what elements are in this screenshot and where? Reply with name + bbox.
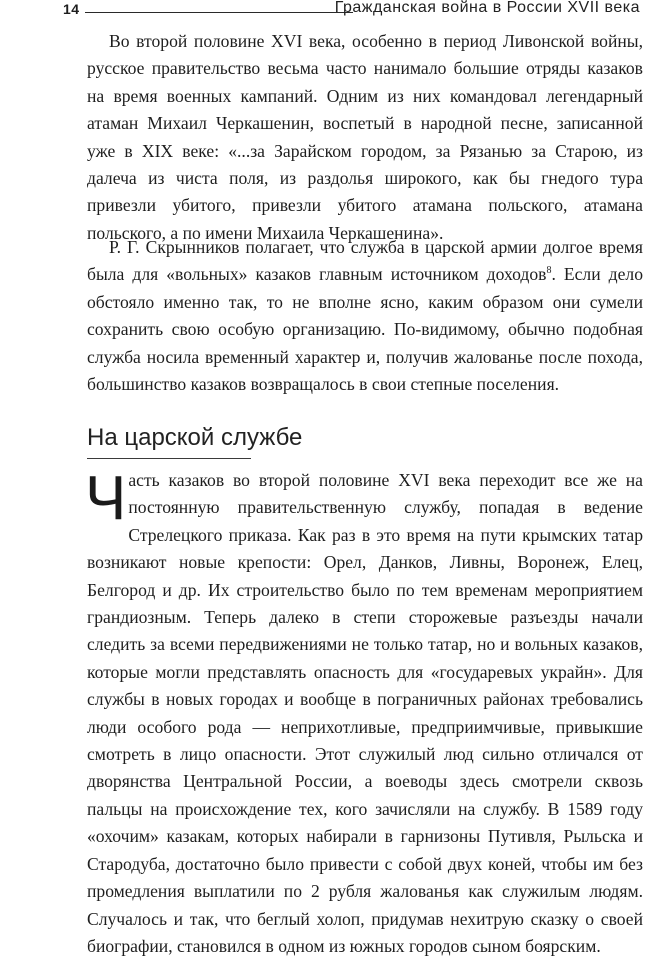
heading-underline (87, 458, 251, 459)
paragraph-tsar-service (85, 464, 643, 960)
paragraph-text: . Если дело обстояло именно так, то не вполне ясно, каким образом они сумели сохранить свою особую организацию. По-видимому, обычно подобная служба носила временный характер и, получив жалованье после похода, большинство казаков возвращалось в свои степные поселения. (87, 264, 643, 395)
running-header (63, 0, 643, 20)
paragraph-text: Р. Г. Скрынников полагает, что служба в царской армии долгое время была для «вольных» казаков главным источником доходов (87, 237, 643, 285)
running-title: Гражданская война в России XVII века (334, 0, 640, 16)
section-heading: На царской службе (87, 424, 303, 451)
header-rule (85, 12, 353, 13)
paragraph-text: Во второй половине XVI века, особенно в период Ливонской войны, русское правительство весьма часто нанимало большие отряды казаков на время военных кампаний. Одним из них командовал легендарный атаман Михаил Черкашенин, воспетый в народной песне, записанной уже в XIX веке: «...за Зарайском городом, за Рязанью за Старою, из далеча из чиста поля, из раздолья широкого, как бы гнедого тура привезли убитого, привезли убитого атамана польского, атамана польского, а по имени Михаила Черкашенина». (87, 31, 643, 243)
paragraph-livonian-war (87, 28, 643, 247)
paragraph-text: асть казаков во второй половине XVI века переходит все же на постоянную правительственную службу, попадая в ведение Стрелецкого приказа. Как раз в это время на пути крымских татар возникают новые крепости: Орел, Данков, Ливны, Воронеж, Елец, Белгород и др. Их строительство было по тем временам мероприятием грандиозным. Теперь далеко в степи сторожевые разъезды начали следить за всеми передвижениями не только татар, но и вольных казаков, которые могли представлять опасность для «государевых украйн». Для службы в новых городах и вообще в пограничных районах требовались люди особого рода — неприхотливые, предприимчивые, привыкшие смотреть в лицо опасности. Этот служилый люд сильно отличался от дворянства Центральной России, а воеводы здесь смотрели сквозь пальцы на происхождение тех, кого зачисляли на службу. В 1589 году «охочим» казакам, которых набирали в гарнизоны Путивля, Рыльска и Стародуба, достаточно было привести с собой двух коней, чтобы им без промедления выплатили по 2 рубля жалованья как служилым людям. Случалось и так, что беглый холоп, придумав нехитрую сказку о своей биографии, становился в одном из южных городов сыном боярским. (87, 470, 643, 956)
drop-cap: Ч (85, 464, 127, 533)
paragraph-skrynnikov (87, 234, 643, 398)
page-number: 14 (63, 1, 80, 17)
footnote-reference: 8 (546, 265, 552, 277)
